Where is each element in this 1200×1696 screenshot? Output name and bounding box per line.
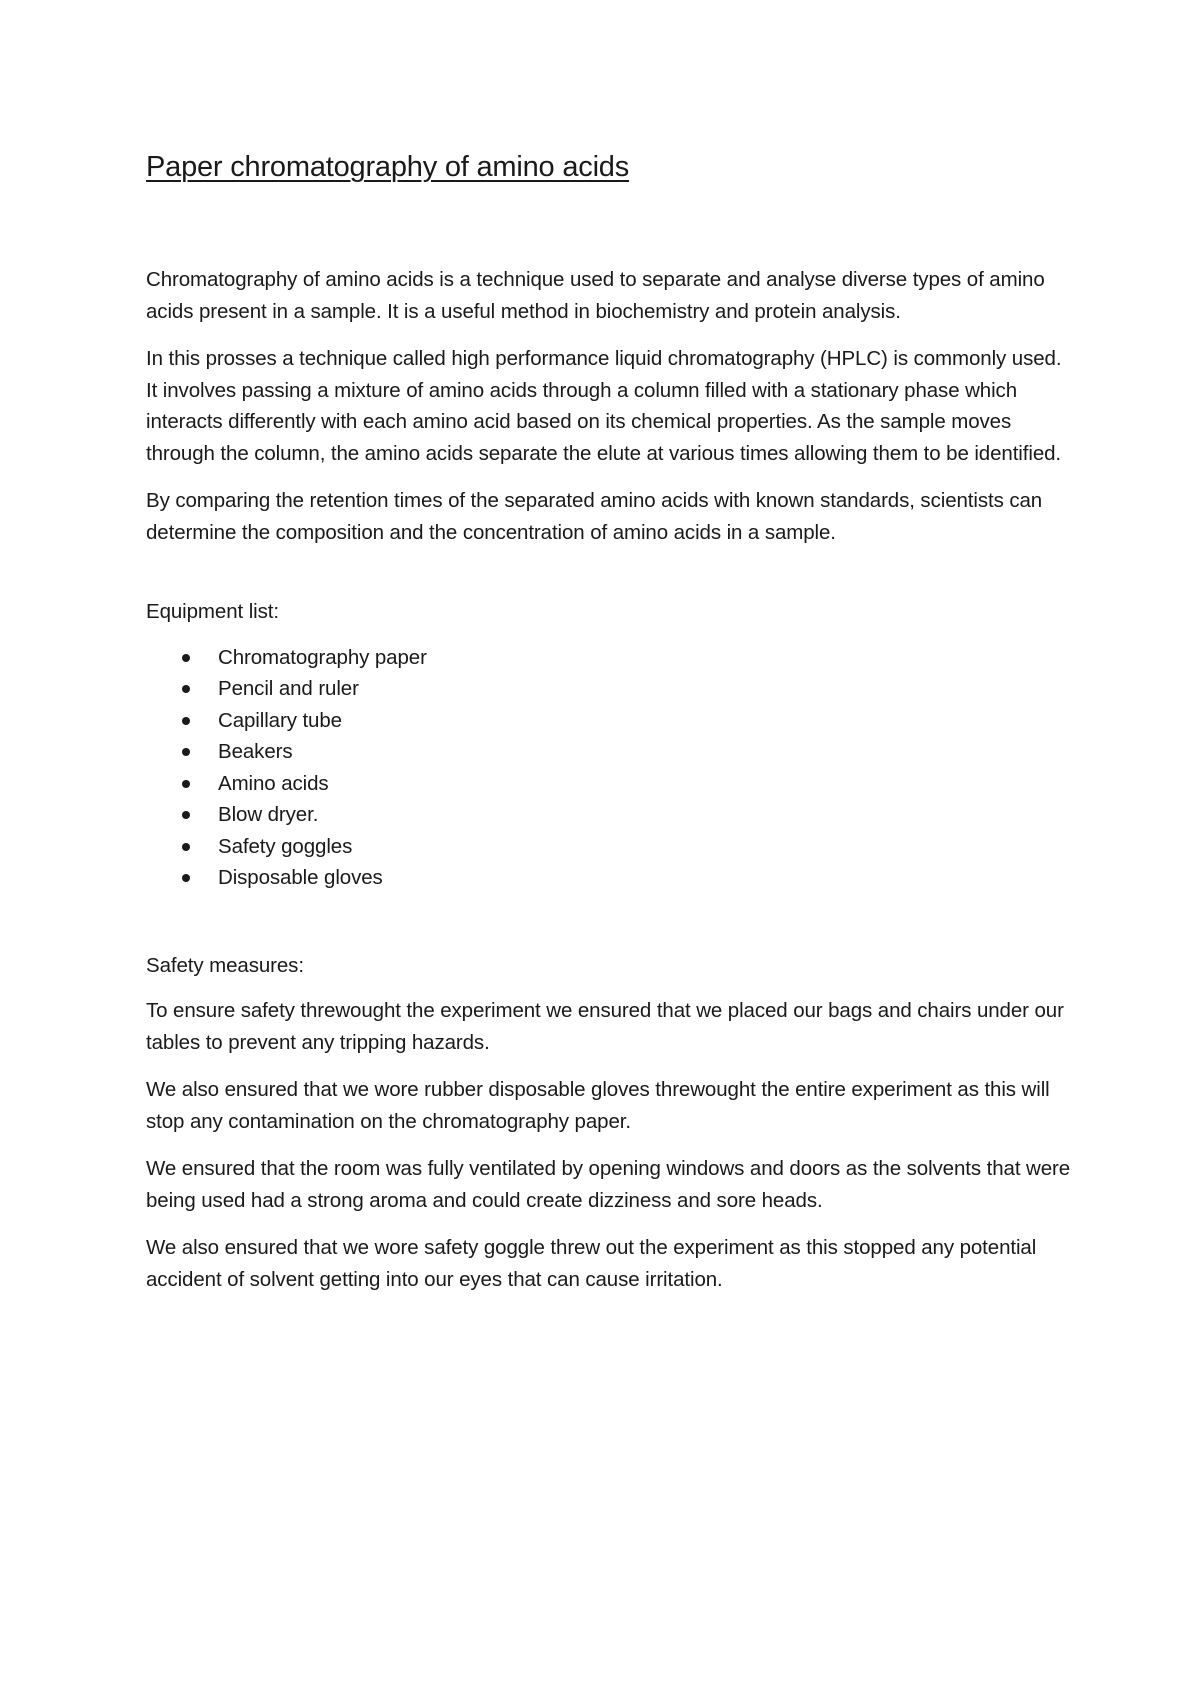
list-item-text: Safety goggles xyxy=(218,834,353,858)
safety-section xyxy=(146,950,1076,1296)
safety-paragraph: We also ensured that we wore rubber disposable gloves threwought the entire experiment as this will stop any contamination on the chromatography paper. xyxy=(146,1078,1050,1133)
equipment-list xyxy=(146,642,1076,894)
list-item xyxy=(218,862,1076,894)
bullet-icon xyxy=(182,811,190,819)
bullet-icon xyxy=(182,780,190,788)
bullet-icon xyxy=(182,717,190,725)
intro-paragraph: By comparing the retention times of the separated amino acids with known standards, scientists can determine the composition and the concentration of amino acids in a sample. xyxy=(146,489,1043,544)
equipment-heading: Equipment list: xyxy=(146,600,279,623)
list-item-text: Capillary tube xyxy=(218,708,342,732)
intro-paragraph: In this prosses a technique called high performance liquid chromatography (HPLC) is commonly used. It involves passing a mixture of amino acids through a column filled with a stationary phase which interacts differently with each amino acid based on its chemical properties. As the sample moves through the column, the amino acids separate the elute at various times allowing them to be identified. xyxy=(146,347,1062,465)
list-item xyxy=(218,831,1076,863)
intro-paragraph: Chromatography of amino acids is a technique used to separate and analyse diverse types of amino acids present in a sample. It is a useful method in biochemistry and protein analysis. xyxy=(146,268,1045,323)
safety-heading: Safety measures: xyxy=(146,953,304,977)
bullet-icon xyxy=(182,654,190,662)
bullet-icon xyxy=(182,874,190,882)
safety-paragraph: We also ensured that we wore safety goggle threw out the experiment as this stopped any potential accident of solvent getting into our eyes that can cause irritation. xyxy=(146,1236,1037,1291)
list-item xyxy=(218,673,1076,705)
list-item-text: Blow dryer. xyxy=(218,803,319,826)
list-item-text: Chromatography paper xyxy=(218,645,427,669)
list-item-text: Disposable gloves xyxy=(218,866,383,889)
list-item xyxy=(218,768,1076,800)
list-item xyxy=(218,736,1076,768)
bullet-icon xyxy=(182,748,190,756)
bullet-icon xyxy=(182,843,190,851)
bullet-icon xyxy=(182,685,190,693)
page-title: Paper chromatography of amino acids xyxy=(146,151,630,183)
list-item xyxy=(218,642,1076,674)
list-item xyxy=(218,799,1076,831)
list-item-text: Pencil and ruler xyxy=(218,677,359,700)
list-item-text: Amino acids xyxy=(218,771,329,795)
safety-paragraph: We ensured that the room was fully ventilated by opening windows and doors as the solvents that were being used had a strong aroma and could create dizziness and sore heads. xyxy=(146,1157,1071,1212)
intro-section xyxy=(146,264,1076,548)
list-item-text: Beakers xyxy=(218,740,293,763)
equipment-section xyxy=(146,596,1076,894)
document-content xyxy=(146,148,1076,1311)
list-item xyxy=(218,705,1076,737)
safety-paragraph: To ensure safety threwought the experiment we ensured that we placed our bags and chairs under our tables to prevent any tripping hazards. xyxy=(146,999,1064,1054)
